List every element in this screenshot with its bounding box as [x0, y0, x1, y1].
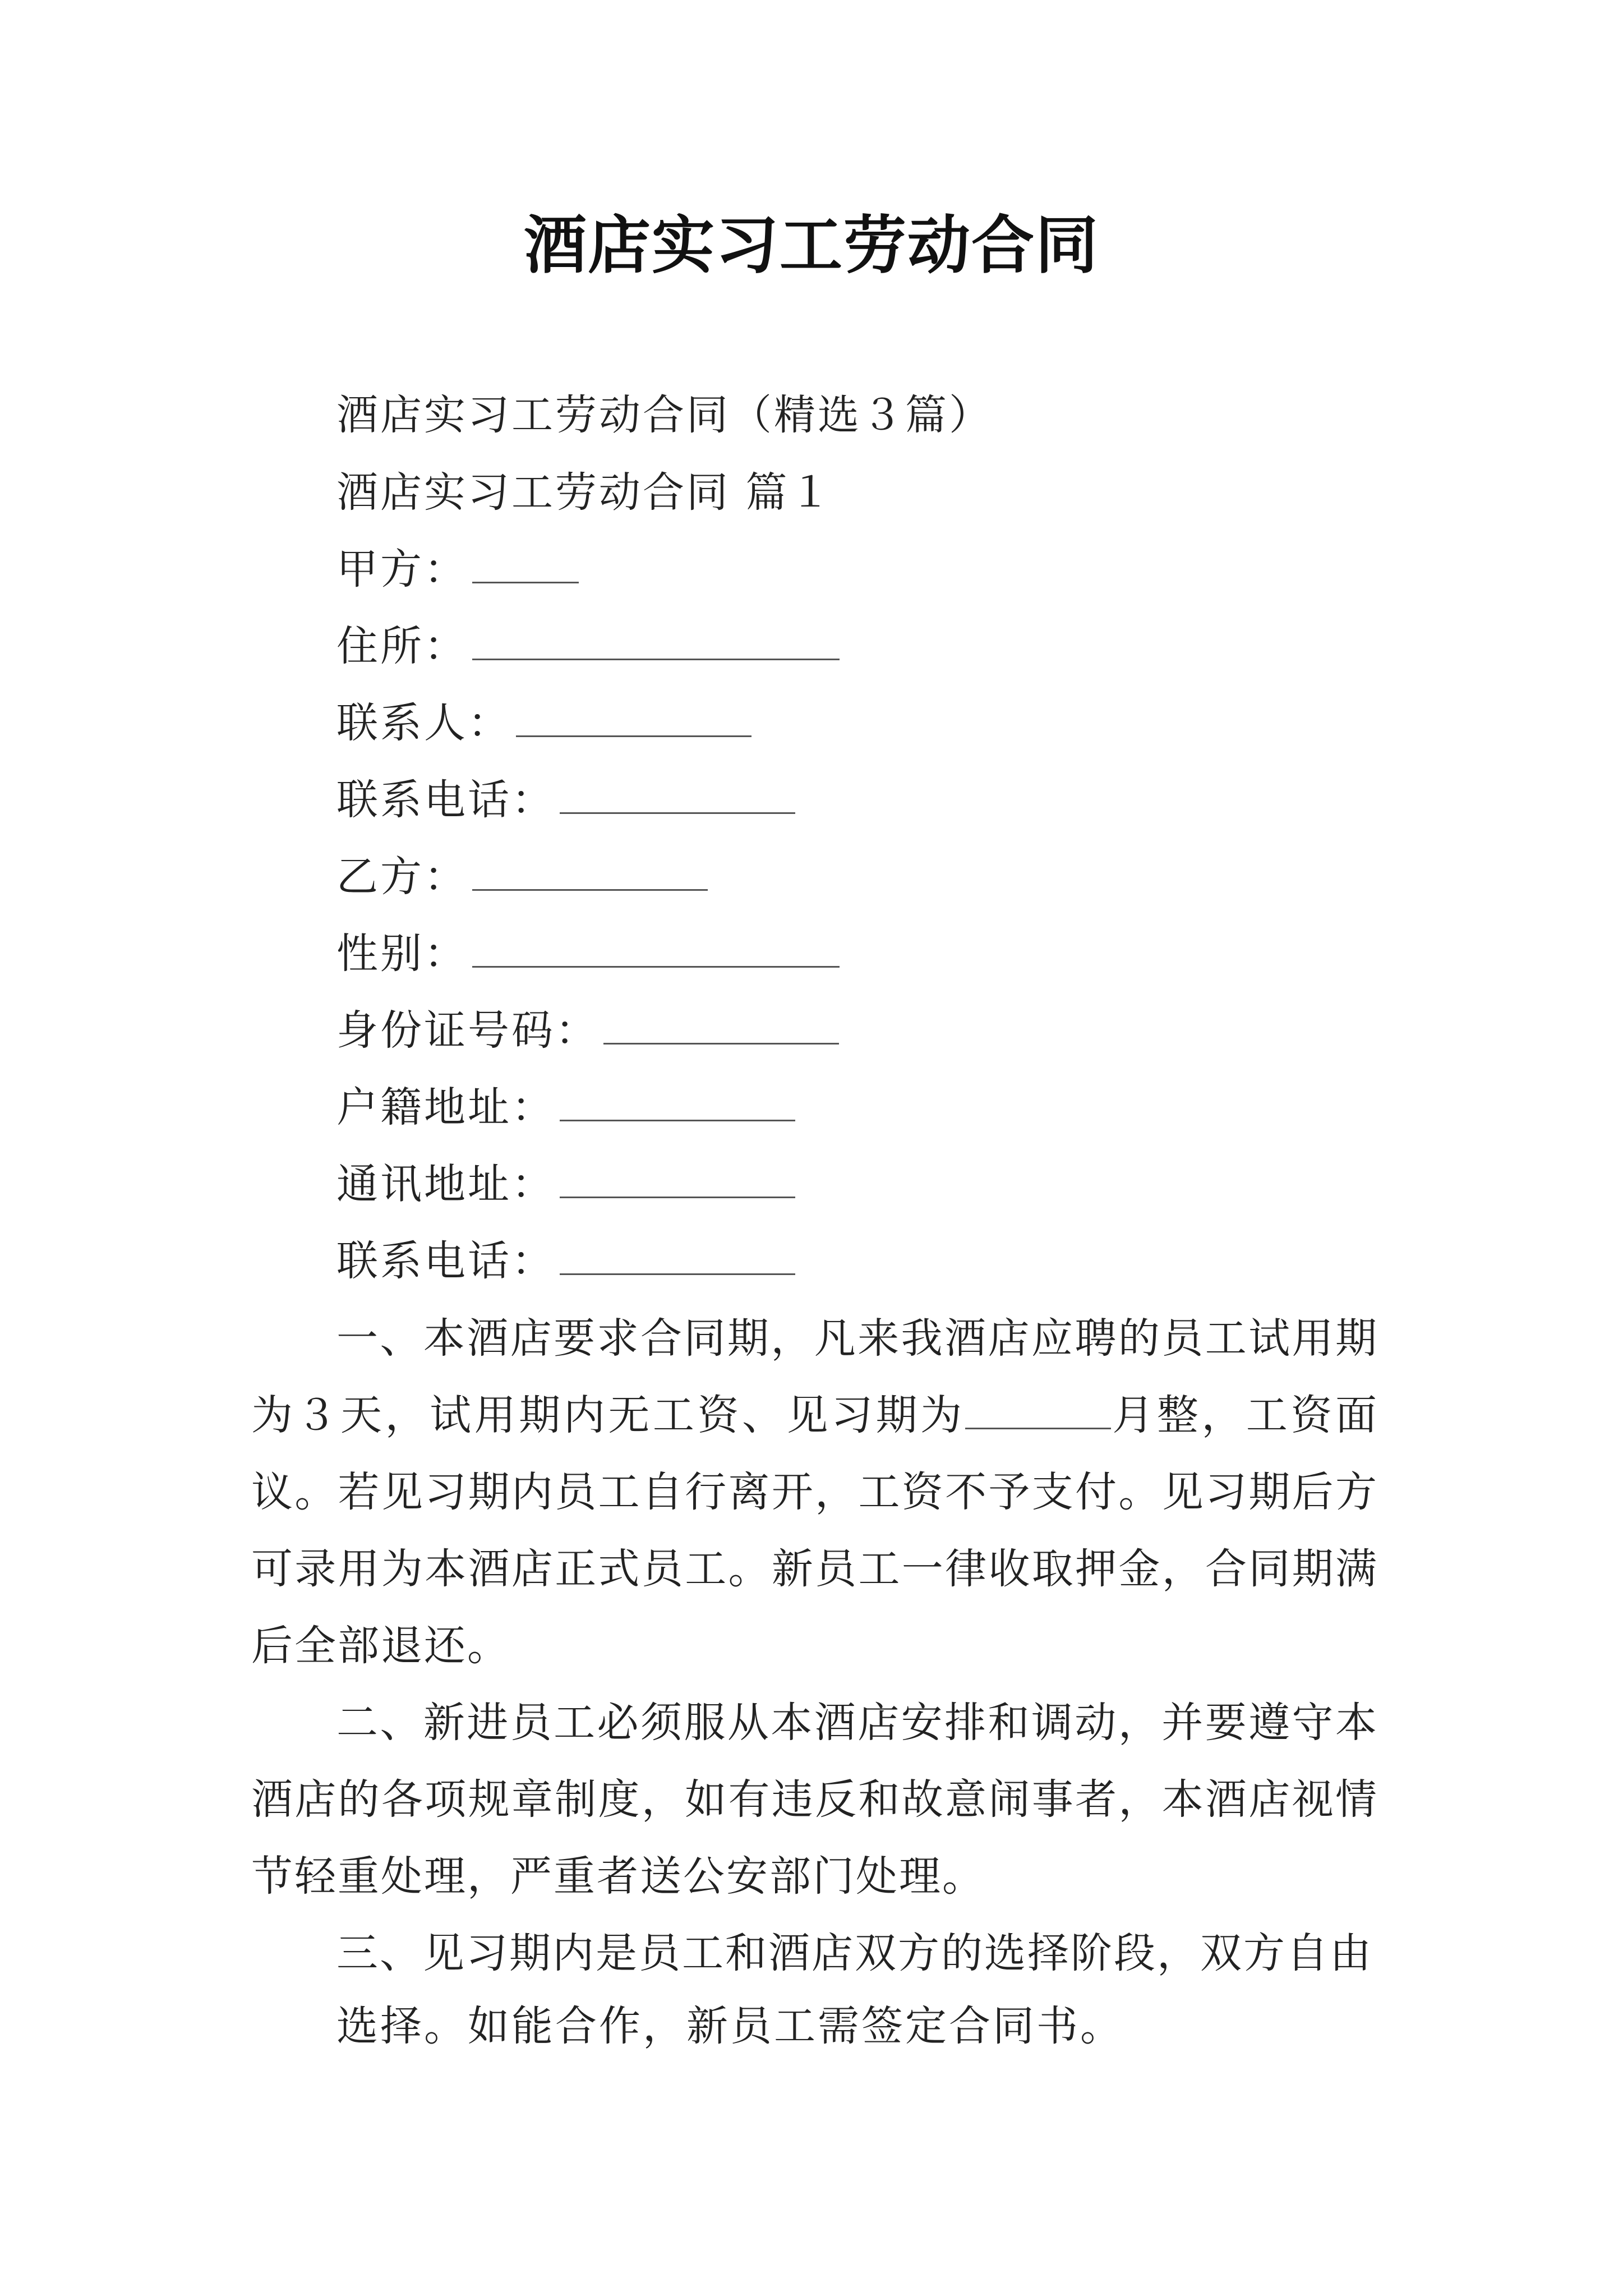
- clause-2: 二、新进员工必须服从本酒店安排和调动，并要遵守本酒店的各项规章制度，如有违反和故意闹事者，本酒店视情节轻重处理，严重者送公安部门处理。: [251, 1699, 1378, 1901]
- field-label: 联系人：: [336, 699, 511, 747]
- clause-1-text-a: 一、本酒店要求合同期，凡来我酒店应聘的员工试用期为３天，试用期内无工资、见习期为: [251, 1314, 1378, 1439]
- probation-months-blank: [965, 1393, 1111, 1429]
- field-label: 甲方：: [336, 545, 468, 593]
- field-party-a: [336, 541, 579, 597]
- section-heading: 酒店实习工劳动合同 篇１: [336, 468, 833, 517]
- clause-3-line-2: 选择。如能合作，新员工需签定合同书。: [336, 2002, 1124, 2050]
- field-contact-phone-a: [336, 772, 795, 828]
- fill-blank: [560, 1239, 795, 1275]
- fill-blank: [560, 1085, 795, 1121]
- clause-1: [251, 1300, 1378, 1685]
- field-label: 乙方：: [336, 853, 468, 901]
- fill-blank: [472, 547, 579, 583]
- document-subtitle: 酒店实习工劳动合同（精选３篇）: [336, 391, 993, 439]
- fill-blank: [560, 777, 795, 814]
- field-party-b: [336, 849, 708, 905]
- field-label: 户籍地址：: [336, 1083, 555, 1131]
- fill-blank: [472, 624, 840, 660]
- fill-blank: [560, 1162, 795, 1198]
- field-label: 通讯地址：: [336, 1160, 555, 1208]
- document-title: 酒店实习工劳动合同: [524, 209, 1099, 282]
- field-address: [336, 618, 840, 674]
- fill-blank: [472, 854, 708, 891]
- fill-blank: [603, 1008, 839, 1045]
- field-label: 住所：: [336, 622, 468, 670]
- field-household-address: [336, 1079, 795, 1135]
- field-gender: [336, 926, 840, 982]
- field-contact-person: [336, 695, 751, 751]
- field-mailing-address: [336, 1156, 795, 1212]
- field-id-number: [336, 1002, 839, 1059]
- clause-1-text-b: 月整，工资面议。若见习期内员工自行离开，工资不予支付。见习期后方可录用为本酒店正式员工。新员工一律收取押金，合同期满后全部退还。: [251, 1391, 1379, 1670]
- clause-3-line-1: 三、见习期内是员工和酒店双方的选择阶段，双方自由: [336, 1929, 1373, 1977]
- field-label: 联系电话：: [336, 776, 555, 824]
- field-label: 性别：: [336, 930, 468, 978]
- fill-blank: [472, 931, 840, 968]
- fill-blank: [516, 701, 751, 737]
- field-label: 身份证号码：: [336, 1006, 599, 1055]
- field-contact-phone-b: [336, 1233, 795, 1289]
- field-label: 联系电话：: [336, 1237, 555, 1285]
